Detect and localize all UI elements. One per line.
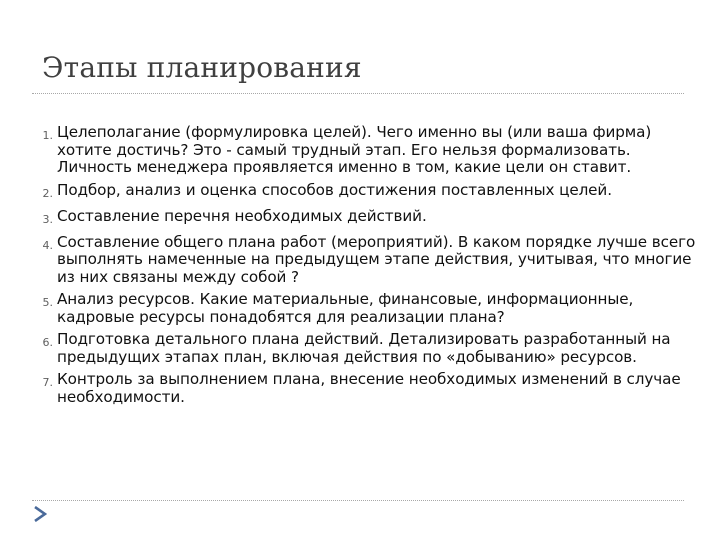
chevron-right-icon[interactable] (33, 506, 47, 522)
footer-divider (32, 500, 684, 501)
list-item (24, 234, 704, 287)
list-item (24, 208, 704, 229)
item-text: Контроль за выполнением плана, внесение необходимых изменений в случае необходимости. (57, 370, 681, 406)
item-text: Анализ ресурсов. Какие материальные, финансовые, информационные, кадровые ресурсы понадобятся для реализации плана? (57, 290, 634, 326)
item-number: 3. (42, 212, 53, 226)
item-number: 6. (42, 336, 53, 349)
item-number: 1. (42, 129, 53, 142)
list-item (24, 124, 704, 177)
item-number: 4. (42, 238, 53, 252)
list-item (24, 291, 704, 326)
item-text: Подготовка детального плана действий. Детализировать разработанный на предыдущих этапах план, включая действия по «добыванию» ресурсов. (57, 330, 671, 366)
title-divider (32, 93, 684, 94)
item-number: 2. (42, 186, 53, 200)
item-text: Составление общего плана работ (мероприятий). В каком порядке лучше всего выполнять намеченные на предыдущем этапе действия, учитывая, что многие из них связаны между собой ? (57, 232, 696, 286)
list-item (24, 331, 704, 366)
list-item (24, 371, 704, 406)
item-number: 5. (42, 296, 53, 309)
item-text: Подбор, анализ и оценка способов достижения поставленных целей. (57, 180, 612, 199)
item-text: Составление перечня необходимых действий. (57, 206, 427, 225)
steps-list (24, 124, 704, 411)
item-text: Целеполагание (формулировка целей). Чего именно вы (или ваша фирма) хотите достичь? Это - самый трудный этап. Его нельзя формализовать. Личность менеджера проявляется именно в том, какие цели он ставит. (57, 123, 652, 176)
page-title: Этапы планирования (42, 51, 362, 84)
item-number: 7. (42, 376, 53, 389)
list-item (24, 182, 704, 203)
